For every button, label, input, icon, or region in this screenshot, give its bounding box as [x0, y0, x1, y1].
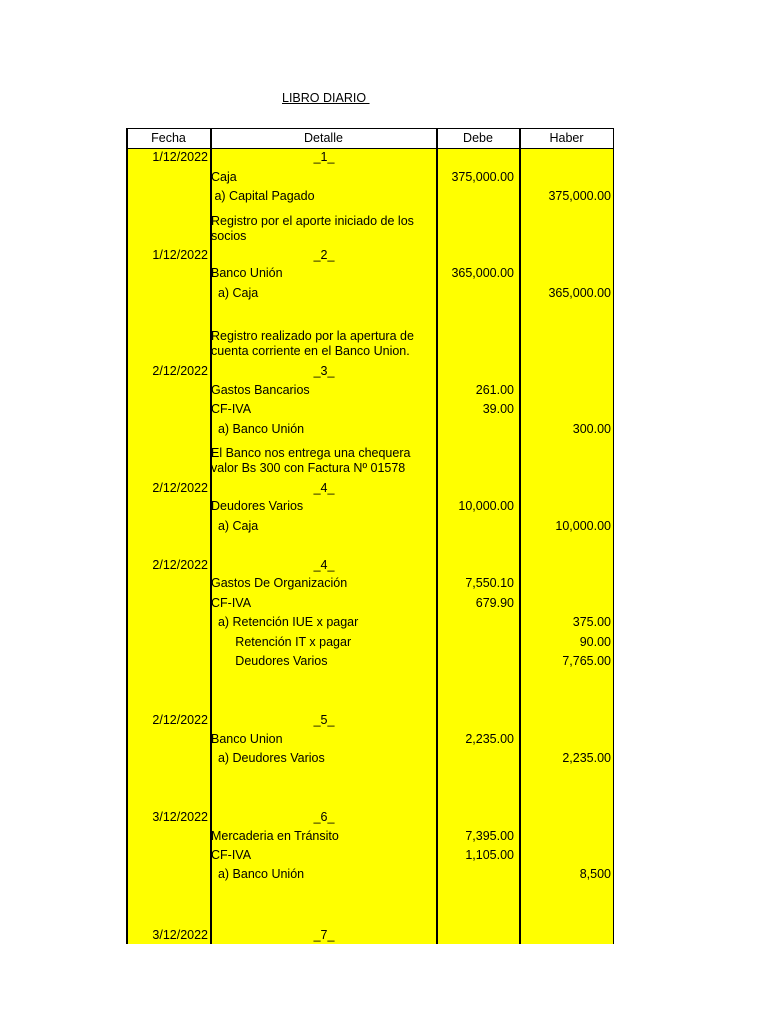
- account-name: Gastos Bancarios: [211, 383, 310, 397]
- entry-number: _7_: [313, 928, 335, 942]
- header-haber: Haber: [519, 128, 614, 149]
- entry-description: El Banco nos entrega una chequera valor Bs 300 con Factura Nº 01578: [211, 446, 411, 475]
- column-border: [519, 128, 521, 944]
- credit-amount: 10,000.00: [555, 519, 611, 533]
- debit-amount: 375,000.00: [451, 170, 514, 184]
- entry-number: _4_: [313, 558, 335, 572]
- entry-number: _3_: [313, 364, 335, 378]
- entry-date: 1/12/2022: [152, 248, 208, 262]
- entry-number: _5_: [313, 713, 335, 727]
- entry-number: _6_: [313, 810, 335, 824]
- account-name: a) Deudores Varios: [211, 751, 325, 765]
- header-fecha: Fecha: [126, 128, 211, 149]
- account-name: a) Capital Pagado: [211, 189, 315, 203]
- entry-date: 2/12/2022: [152, 364, 208, 378]
- credit-amount: 365,000.00: [548, 286, 611, 300]
- debit-amount: 261.00: [475, 383, 514, 397]
- debit-amount: 365,000.00: [451, 266, 514, 280]
- account-name: CF-IVA: [211, 596, 252, 610]
- credit-amount: 8,500: [579, 867, 611, 881]
- entry-description: Registro realizado por la apertura de cuenta corriente en el Banco Union.: [211, 329, 414, 358]
- credit-amount: 300.00: [572, 422, 611, 436]
- credit-amount: 7,765.00: [562, 654, 611, 668]
- account-name: Banco Unión: [211, 266, 283, 280]
- credit-amount: 375.00: [572, 615, 611, 629]
- column-border: [436, 128, 438, 944]
- entry-date: 2/12/2022: [152, 558, 208, 572]
- debit-amount: 7,395.00: [465, 829, 514, 843]
- account-name: CF-IVA: [211, 848, 252, 862]
- debit-amount: 39.00: [482, 402, 514, 416]
- entry-date: 1/12/2022: [152, 150, 208, 164]
- page-title: LIBRO DIARIO: [282, 91, 370, 105]
- credit-amount: 90.00: [579, 635, 611, 649]
- account-name: a) Banco Unión: [211, 422, 305, 436]
- debit-amount: 7,550.10: [465, 576, 514, 590]
- account-name: Gastos De Organización: [211, 576, 348, 590]
- header-detalle: Detalle: [210, 128, 437, 149]
- account-name: a) Banco Unión: [211, 867, 305, 881]
- entry-description: Registro por el aporte iniciado de los socios: [211, 214, 414, 243]
- entry-date: 3/12/2022: [152, 810, 208, 824]
- account-name: a) Caja: [211, 519, 259, 533]
- debit-amount: 679.90: [475, 596, 514, 610]
- debit-amount: 2,235.00: [465, 732, 514, 746]
- account-name: Deudores Varios: [211, 654, 328, 668]
- column-border: [613, 128, 615, 944]
- account-name: Retención IT x pagar: [211, 635, 352, 649]
- account-name: CF-IVA: [211, 402, 252, 416]
- debit-amount: 1,105.00: [465, 848, 514, 862]
- account-name: Caja: [211, 170, 237, 184]
- credit-amount: 375,000.00: [548, 189, 611, 203]
- entry-date: 2/12/2022: [152, 713, 208, 727]
- account-name: Banco Union: [211, 732, 283, 746]
- entry-number: _1_: [313, 150, 335, 164]
- account-name: Mercaderia en Tránsito: [211, 829, 339, 843]
- header-debe: Debe: [436, 128, 520, 149]
- entry-date: 3/12/2022: [152, 928, 208, 942]
- entry-number: _4_: [313, 481, 335, 495]
- entry-date: 2/12/2022: [152, 481, 208, 495]
- debit-amount: 10,000.00: [458, 499, 514, 513]
- entry-number: _2_: [313, 248, 335, 262]
- account-name: Deudores Varios: [211, 499, 304, 513]
- journal-table: [126, 128, 614, 944]
- credit-amount: 2,235.00: [562, 751, 611, 765]
- account-name: a) Caja: [211, 286, 259, 300]
- account-name: a) Retención IUE x pagar: [211, 615, 359, 629]
